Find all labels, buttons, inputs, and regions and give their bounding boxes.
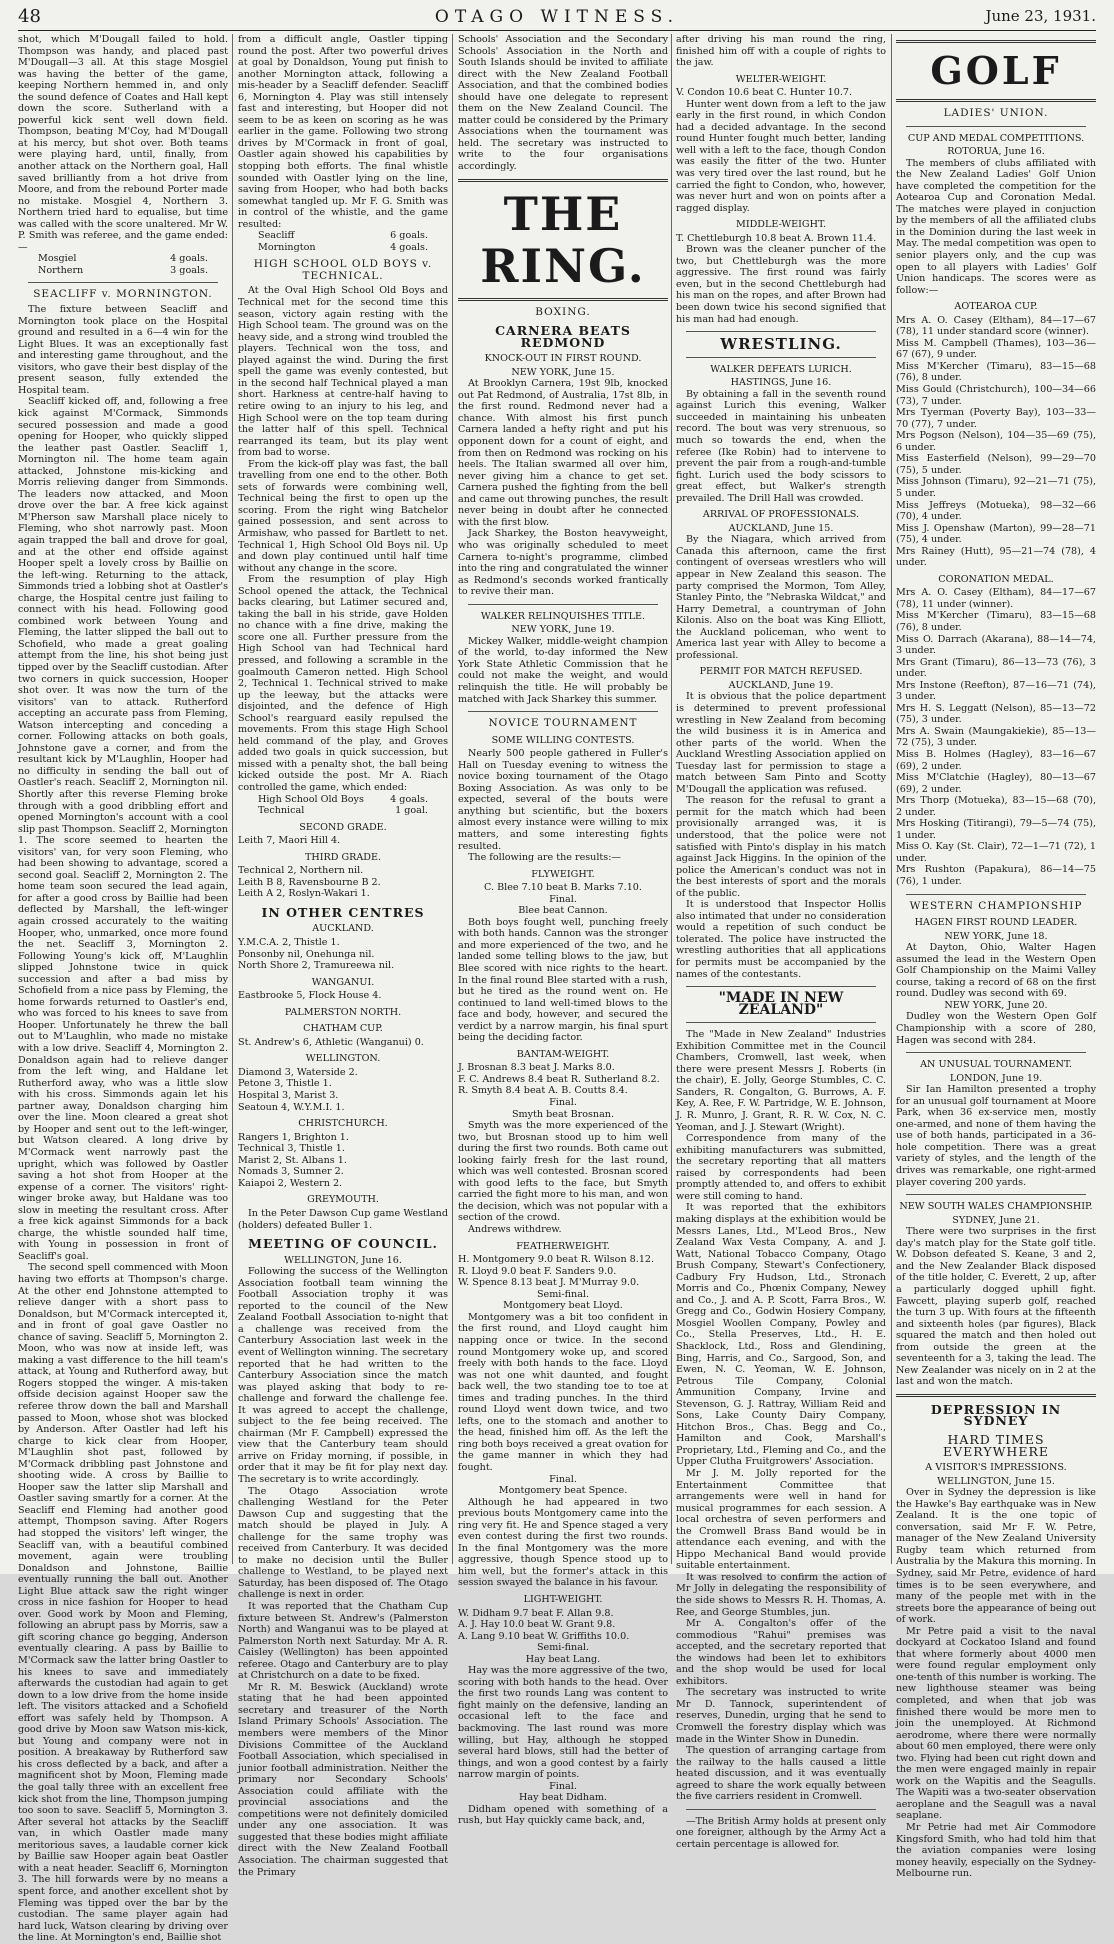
divider bbox=[906, 126, 1086, 127]
bout-result: R. Lloyd 9.0 beat F. Sanders 9.0. bbox=[458, 1265, 617, 1277]
article-paragraph: The following are the results:— bbox=[468, 852, 622, 864]
result-line: Eastbrooke 5, Flock House 4. bbox=[238, 990, 382, 1002]
result-line: North Shore 2, Tramureewa nil. bbox=[238, 960, 395, 972]
team-score: 1 goal. bbox=[395, 805, 428, 817]
sub-heading: SOME WILLING CONTESTS. bbox=[491, 734, 635, 746]
weight-class: FLYWEIGHT. bbox=[531, 868, 595, 880]
golf-score: Miss M. Campbell (Thames), 103—36—67 (67), 9 under. bbox=[896, 337, 1096, 361]
dateline: NEW YORK, June 18. bbox=[944, 930, 1048, 942]
article-paragraph: Hay was the more aggressive of the two, scoring with both hands to the head. Over the first two rounds Lang was content to fight mainly on the defensive, landing an occasional left to the face and backmoving. The last round was more willing, but Hay, although he stopped several hard blows, still had the better of things, and won a good contest by a fairly narrow margin of points. bbox=[458, 1665, 668, 1781]
page-number: 48 bbox=[18, 6, 41, 27]
golf-score: Mrs Hosking (Titirangi), 79—5—74 (75), 1 under. bbox=[896, 818, 1096, 841]
bout-result: A. Lang 9.10 beat W. Griffiths 10.0. bbox=[458, 1630, 630, 1642]
article-paragraph: At Brooklyn Carnera, 19st 9lb, knocked out Pat Redmond, of Australia, 17st 8lb, in the first round. Redmond never had a chance. With almost his first punch Carnera landed a hefty right and put his opponent down for a count of eight, and from then on Redmond was rocking on his heels. The Italian swarmed all over him, never giving him a chance to get set. Carnera pushed the fighting from the bell and came out throwing punches, the result never being in doubt after he connected with the first blow. bbox=[458, 378, 668, 528]
sub-heading: PERMIT FOR MATCH REFUSED. bbox=[699, 666, 863, 678]
golf-score: Miss Jeffreys (Motueka), 98—32—66 (70), 4 under. bbox=[896, 499, 1096, 523]
golf-score: Mrs Pogson (Nelson), 104—35—69 (75), 6 under. bbox=[896, 430, 1096, 453]
golf-score: Miss M'Clatchie (Hagley), 80—13—67 (69), 2 under. bbox=[896, 772, 1096, 795]
section-headline: WRESTLING. bbox=[720, 335, 842, 354]
golf-score: Miss O. Darrach (Akarana), 88—14—74, 3 under. bbox=[896, 633, 1096, 657]
bout-result: R. Smyth 8.4 beat A. B. Coutts 8.4. bbox=[458, 1085, 628, 1097]
section-heading: AUCKLAND. bbox=[312, 923, 374, 935]
section-heading: WELLINGTON. bbox=[305, 1053, 381, 1065]
bout-result: V. Condon 10.6 beat C. Hunter 10.7. bbox=[676, 87, 853, 99]
result-line: Kaiapoi 2, Western 2. bbox=[238, 1177, 343, 1189]
dateline: AUCKLAND, June 15. bbox=[728, 522, 834, 534]
sub-heading: WALKER DEFEATS LURICH. bbox=[710, 363, 852, 375]
column-rule bbox=[671, 34, 672, 1564]
divider bbox=[458, 179, 668, 182]
golf-score: Mrs Tyerman (Poverty Bay), 103—33—70 (77), 7 under. bbox=[896, 407, 1096, 430]
divider bbox=[686, 331, 876, 332]
divider bbox=[28, 282, 218, 283]
divider bbox=[906, 1194, 1086, 1195]
section-banner: THE RING. bbox=[480, 186, 646, 293]
article-paragraph: Both boys fought well, punching freely with both hands. Cannon was the stronger and more experienced of the two, and he landed some telling blows to the jaw, but Blee scored with nice rights to the heart. In the final round Blee started with a rush, but he tired as the round went on. He continued to land well-timed blows to the face and body, however, and secured the verdict by a narrow margin, his final spurt being the deciding factor. bbox=[458, 916, 668, 1044]
sub-heading: ARRIVAL OF PROFESSIONALS. bbox=[702, 509, 860, 521]
divider bbox=[686, 986, 876, 987]
bout-result: W. Didham 9.7 beat F. Allan 9.8. bbox=[458, 1607, 614, 1619]
dateline: HASTINGS, June 16. bbox=[730, 377, 832, 389]
golf-score: Miss J. Openshaw (Marton), 99—28—71 (75), 4 under. bbox=[896, 522, 1096, 546]
article-paragraph: Mr Petrie had met Air Commodore Kingsford Smith, who had told him that the aviation companies were losing money heavily, especially on the Sydney-Melbourne run. bbox=[896, 1822, 1096, 1880]
article-paragraph: shot, which M'Dougall failed to hold. Thompson was handy, and placed past M'Dougall—3 all. At this stage Mosgiel was having the better of the game, keeping Northern hemmed in, and only the sound defence of Coates and Hall kept down the score. Sutherland with a powerful kick sent well down field. Thompson, beating M'Coy, had M'Dougall at his mercy, but shot over. Both teams were playing hard, until, finally, from another attack on the Northern goal, Hall saved brilliantly from a hot drive from Moore, and from the rebound Porter made no mistake. Mosgiel 4, Northern 3. Northern tried hard to equalise, but time was called with the score unaltered. Mr W. P. Smith was referee, and the game ended:— bbox=[18, 34, 228, 253]
article-paragraph: It is understood that Inspector Hollis also intimated that under no consideration would a repetition of such conduct be tolerated. The police have instructed the wrestling authorities that all applications for permits must be accompanied by the names of the contestants. bbox=[676, 899, 886, 980]
divider bbox=[896, 1394, 1096, 1397]
golf-score: Miss M'Kercher (Timaru), 83—15—68 (76), 8 under. bbox=[896, 610, 1096, 633]
article-paragraph: after driving his man round the ring, finished him off with a couple of rights to the jaw. bbox=[676, 34, 886, 69]
result-line: St. Andrew's 6, Athletic (Wanganui) 0. bbox=[238, 1036, 424, 1048]
article-paragraph: Following the success of the Wellington Association football team winning the Football Association trophy it was reported to the council of the New Zealand Football Association to-night that a challenge was received from the Canterbury Association last week in the event of Wellington winning. The secretary reported that he had written to the Canterbury Association since the match was played asking that body to re-challenge and forward the challenge fee. It was agreed to accept the challenge, subject to the fee being received. The chairman (Mr F. Campbell) expressed the view that the Canterbury team should arrive on Friday morning, if possible, in order that it may be fit for play next day. The secretary is to write accordingly. bbox=[238, 1266, 448, 1485]
team-name: Seacliff bbox=[258, 230, 295, 242]
bout-result: H. Montgomery 9.0 beat R. Wilson 8.12. bbox=[458, 1254, 655, 1266]
article-paragraph: The Otago Association wrote challenging Westland for the Peter Dawson Cup and suggesting that the match should be played in July. A challenge for the same trophy was received from Canterbury. It was decided to make no decision until the Buller challenge to Westland, to be played next Saturday, has been disposed of. The Otago challenge is next in order. bbox=[238, 1485, 448, 1601]
divider bbox=[468, 711, 658, 712]
section-heading: CHRISTCHURCH. bbox=[298, 1118, 388, 1130]
dateline: NEW YORK, June 19. bbox=[511, 624, 615, 636]
article-headline: "MADE IN NEW ZEALAND" bbox=[718, 990, 844, 1018]
article-headline: MEETING OF COUNCIL. bbox=[248, 1236, 438, 1252]
golf-score: Mrs A. O. Casey (Eltham), 84—17—67 (78), 11 under standard score (winner). bbox=[896, 314, 1096, 338]
weight-class: BANTAM-WEIGHT. bbox=[516, 1048, 610, 1060]
score-line bbox=[238, 805, 448, 817]
round-label: Final. bbox=[549, 893, 577, 905]
article-paragraph: The second spell commenced with Moon having two efforts at Thompson's charge. At the other end Johnstone attempted to relieve danger with a short pass to Donaldson, but M'Cormack intercepted it, and in front of goal gave Oastler no chance of saving. Seacliff 5, Mornington 2. Moon, who was now at inside left, was making a vast difference to the hill team's attack, at Young and Rutherford away, but Rogers stopped the winger. A mis-taken offside decision against Hooper saw the referee throw down the ball and Marshall passed to Moon, whose shot was blocked by Anderson. After Oastler had left his charge to kick clear from Hooper, M'Laughlin shot past, followed by M'Cormack dribbling past Johnstone and shooting wide. A cross by Baillie to Hooper saw the latter slip Marshall and Oastler saving smartly for a corner. At the Seacliff end Fleming had another good attempt, Thompson saving. After Rogers had stopped the visitors' left winger, the Seacliff van, with a beautiful combined movement, again were troubling Donaldson and Johnstone, Baillie eventually running the ball out. Another Light Blue attack saw the right winger cross in nice fashion for Hooper to head over. Good work by Moon and Fleming, following an abrupt pass by Morris, saw a gift scoring chance go begging, Anderson eventually clearing. A pass by Baillie to M'Cormack saw the latter bring Oastler to his knees to save and immediately afterwards the custodian had again to get down to a low drive from the home inside left. The visitors attacked and a Schofield effort was safely held by Thompson. A good drive by Moon saw Watson mis-kick, but Young and company were not in position. A breakaway by Rutherford saw his cross deflected by a back, and after a magnificent shot by Moon, Fleming made the goal tally three with an excellent free kick shot from the line, Thompson jumping too soon to save. Seacliff 5, Mornington 3. After several hot attacks by the Seacliff van, in which Oastler made many meritorious saves, a laudable corner kick by Baillie saw Hooper again beat Oastler with a neat header. Seacliff 6, Mornington 3. The hill forwards were by no means a spent force, and another excellent shot by Fleming was tipped over the bar by the custodian. The same player again had hard luck, Watson clearing by driving over the line. At Mornington's end, Baillie shot bbox=[18, 1262, 228, 1944]
sub-heading: AN UNUSUAL TOURNAMENT. bbox=[920, 1059, 1072, 1071]
section-heading: CHATHAM CUP. bbox=[303, 1023, 383, 1035]
article-paragraph: By obtaining a fall in the seventh round against Lurich this evening, Walker succeeded in maintaining his unbeaten record. The bout was very strenuous, so much so towards the end, when the referee (Ike Robin) had to intervene to prevent the pair from a rough-and-tumble fight. Lurich used the body scissors to great effect, but Walker's strength prevailed. The Drill Hall was crowded. bbox=[676, 388, 886, 504]
bout-result: F. C. Andrews 8.4 beat R. Sutherland 8.2. bbox=[458, 1073, 660, 1085]
article-paragraph: Didham opened with something of a rush, but Hay quickly came back, and, bbox=[458, 1803, 668, 1827]
dateline: ROTORUA, June 16. bbox=[947, 146, 1045, 158]
weight-class: LIGHT-WEIGHT. bbox=[523, 1593, 603, 1605]
sub-heading: KNOCK-OUT IN FIRST ROUND. bbox=[484, 353, 642, 365]
article-paragraph: From the resumption of play High School opened the attack, the Technical backs clearing, but Latimer secured and, taking the ball in his stride, gave Holden no chance with a fine drive, making the score one all. Further pressure from the High School van had Technical hard pressed, and following a scramble in the goalmouth Cameron netted. High School 2, Technical 1. Technical strived to make up the leeway, but the attacks were disjointed, and the defence of High School's rearguard easily repulsed the movements. From this stage High School held command of the play, and Groves added two goals in quick succession, but missed with a penalty shot, the ball being kicked outside the post. Mr A. Riach controlled the game, which ended: bbox=[238, 574, 448, 793]
dateline: NEW YORK, June 20. bbox=[944, 999, 1048, 1011]
article-headline: DEPRESSION IN SYDNEY bbox=[930, 1401, 1062, 1429]
section-heading: PALMERSTON NORTH. bbox=[284, 1006, 402, 1018]
article-headline: CARNERA BEATS REDMOND bbox=[495, 323, 631, 350]
divider bbox=[686, 1022, 876, 1023]
article-paragraph: It was resolved to confirm the action of Mr Jolly in delegating the responsibility of the side shows to Messrs R. H. Thomas, A. Ree, and George Stumbles, jun. bbox=[676, 1571, 886, 1618]
article-paragraph: from a difficult angle, Oastler tipping round the post. After two powerful drives at goal by Donaldson, Young put finish to another Mornington attack, following a mis-header by a Seacliff defender. Seacliff 6, Mornington 4. Play was still intensely fast and interesting, but Hooper did not seem to be as keen on scoring as he was earlier in the game. Following two strong drives by M'Cormack in front of goal, Oastler again showed his capabilities by stopping both efforts. The final whistle sounded with Oastler lying on the line, saving from Hooper, who had both backs somewhat tangled up. Mr F. G. Smith was in control of the whistle, and the game resulted: bbox=[238, 34, 448, 230]
article-heading: HIGH SCHOOL OLD BOYS v. TECHNICAL. bbox=[253, 258, 433, 282]
bout-result: Hay beat Didham. bbox=[519, 1792, 607, 1804]
article-paragraph: The reason for the refusal to grant a permit for the match which had been provisionally arranged was, it is understood, that the police were not satisfied with Pinto's display in his match against Jack Higgins. In the opinion of the police the American's conduct was not in the best interests of sport and the morals of the public. bbox=[676, 795, 886, 899]
sub-heading: NEW SOUTH WALES CHAMPIONSHIP. bbox=[899, 1201, 1093, 1213]
team-score: 4 goals. bbox=[170, 253, 208, 265]
article-paragraph: Although he had appeared in two previous bouts Montgomery came into the ring very fit. He and Spence staged a very even contest during the first two rounds. In the final Montgomery was the more aggressive, though Spence stood up to him well, but the former's attack in this session swayed the balance in his favour. bbox=[458, 1496, 668, 1589]
sub-heading: CORONATION MEDAL. bbox=[938, 573, 1054, 585]
column-rule bbox=[232, 34, 233, 1564]
golf-score: Mrs Rushton (Papakura), 86—14—75 (76), 1 under. bbox=[896, 864, 1096, 887]
team-name: High School Old Boys bbox=[258, 793, 364, 805]
article-paragraph: Hunter went down from a left to the jaw early in the first round, in which Condon had a decided advantage. In the second round Hunter fought much better, landing well with a left to the face, though Condon was easily the fitter of the two. Hunter was very tired over the last round, but he carried the fight to Condon, who, however, was never hurt and won on points after a ragged display. bbox=[676, 98, 886, 214]
bout-result: Montgomery beat Lloyd. bbox=[503, 1300, 623, 1312]
bout-result: T. Chettleburgh 10.8 beat A. Brown 11.4. bbox=[676, 232, 877, 244]
column-1 bbox=[18, 34, 228, 1944]
article-paragraph: Correspondence from many of the exhibiting manufacturers was submitted, the secretary reporting that all matters raised by correspondents had been promptly attended to, and offers to exhibit were still coming to hand. bbox=[676, 1133, 886, 1202]
team-name: Mornington bbox=[258, 241, 316, 253]
result-line: Leith 7, Maori Hill 4. bbox=[238, 835, 341, 847]
dateline: AUCKLAND, June 19. bbox=[728, 679, 834, 691]
result-line: Technical 3, Thistle 1. bbox=[238, 1143, 345, 1155]
bout-result: J. Brosnan 8.3 beat J. Marks 8.0. bbox=[458, 1062, 615, 1074]
sub-heading: WALKER RELINQUISHES TITLE. bbox=[480, 610, 646, 622]
sub-heading: CUP AND MEDAL COMPETITIONS. bbox=[907, 132, 1085, 144]
team-name: Mosgiel bbox=[38, 253, 77, 265]
article-paragraph: It was reported that the exhibitors making displays at the exhibition would be Messrs Lanes, Ltd., M'Leod Bros., New Zealand Wax Vesta Company, A. and J. Watt, National Tobacco Company, Otago Brush Company, Stewart's Confectionery, Cadbury Fry Hudson, Ltd., Stronach Morris and Co., Phœnix Company, Newey and Co., J. and A. P. Scott, Farra Bros., W. Gregg and Co., Godwin Hosiery Company, Mosgiel Woollen Company, Powley and Co., Stella Preserves, Ltd., H. E. Shacklock, Ltd., Ross and Glendining, Bing, Harris, and Co., Sargood, Son, and Ewen, N. C. Yeoman, W. E. Johnson, Petrous Tile Company, Colonial Ammunition Company, Irvine and Stevenson, G. J. Rattray, William Reid and Sons, Lake County Dairy Company, Hitchon Bros., Chas. Begg and Co., Hamilton and Cook, Marshall's Proprietary, Ltd., Fleming and Co., and the Upper Clutha Fruitgrowers' Association. bbox=[676, 1202, 886, 1468]
newspaper-title: OTAGO WITNESS. bbox=[434, 7, 680, 27]
article-paragraph: Nearly 500 people gathered in Fuller's Hall on Tuesday evening to witness the novice boxing tournament of the Otago Boxing Association. As was only to be expected, several of the bouts were anything but scientific, but the boxers almost every instance were willing to mix matters, and some interesting fights resulted. bbox=[458, 748, 668, 852]
column-3 bbox=[458, 34, 668, 1827]
article-paragraph: Dudley won the Western Open Golf Championship with a score of 280, Hagen was second with 284. bbox=[896, 1011, 1096, 1046]
article-paragraph: Mickey Walker, middle-weight champion of the world, to-day informed the New York State Athletic Commission that he could not make the weight, and would relinquish the title. He will probably be matched with Jack Sharkey this summer. bbox=[458, 635, 668, 705]
score-line bbox=[238, 794, 448, 806]
result-line: Leith B 8, Ravensbourne B 2. bbox=[238, 876, 381, 888]
dateline: SYDNEY, June 21. bbox=[952, 1214, 1040, 1226]
weight-class: WELTER-WEIGHT. bbox=[735, 73, 827, 85]
result-line: Ponsonby nil, Onehunga nil. bbox=[238, 948, 375, 960]
sub-heading: AOTEAROA CUP. bbox=[954, 301, 1038, 313]
section-heading: GREYMOUTH. bbox=[307, 1194, 379, 1206]
golf-score: Miss O. Kay (St. Clair), 72—1—71 (72), 1 under. bbox=[896, 841, 1096, 864]
issue-date: June 23, 1931. bbox=[985, 7, 1096, 25]
golf-score: Mrs Instone (Reefton), 87—16—71 (74), 3 under. bbox=[896, 679, 1096, 703]
golf-score: Miss M'Kercher (Timaru), 83—15—68 (76), 8 under. bbox=[896, 360, 1096, 384]
bout-result: A. J. Hay 10.0 beat W. Grant 9.8. bbox=[458, 1619, 616, 1631]
result-line: Hospital 3, Marist 3. bbox=[238, 1090, 339, 1102]
golf-score: Miss Johnson (Timaru), 92—21—71 (75), 5 under. bbox=[896, 476, 1096, 499]
round-label: Semi-final. bbox=[536, 1288, 590, 1300]
article-heading: SEACLIFF v. MORNINGTON. bbox=[33, 288, 213, 301]
bout-result: Smyth beat Brosnan. bbox=[511, 1108, 615, 1120]
divider bbox=[906, 1052, 1086, 1053]
article-paragraph: Smyth was the more experienced of the two, but Brosnan stood up to him well during the first two rounds. Both came out looking fairly fresh for the last round, which was well contested. Brosnan scored with good lefts to the face, but Smyth carried the fight more to his man, and won the decision, which was not popular with a section of the crowd. bbox=[458, 1120, 668, 1224]
sub-heading: A VISITOR'S IMPRESSIONS. bbox=[925, 1462, 1067, 1474]
result-line: Seatoun 4, W.Y.M.I. 1. bbox=[238, 1101, 345, 1113]
masthead bbox=[18, 4, 1096, 31]
team-name: Technical bbox=[258, 805, 305, 817]
article-paragraph: The fixture between Seacliff and Mornington took place on the Hospital ground and resulted in a 6—4 win for the Light Blues. It was an exceptionally fast and interesting game throughout, and the visitors, who gave their best display of the present season, fully extended the Hospital team. bbox=[18, 304, 228, 396]
team-score: 6 goals. bbox=[390, 230, 428, 242]
dateline: WELLINGTON, June 16. bbox=[284, 1254, 402, 1266]
article-paragraph: Schools' Association and the Secondary Schools' Association in the North and South Islands should be invited to affiliate direct with the New Zealand Football Association, and that the combined bodies should have one delegate to represent them on the New Zealand Council. The matter could be considered by the Primary Associations when the tournament was held. The secretary was instructed to write to the four organisations accordingly. bbox=[458, 34, 668, 173]
article-paragraph: Mr R. M. Beswick (Auckland) wrote stating that he had been appointed secretary and treasurer of the North Island Primary Schools' Association. The members were members of the Minor Divisions Committee of the Auckland Football Association, which specialised in junior football administration. Neither the primary nor Secondary Schools' Association could affiliate with the provincial associations and the competitions were not definitely domiciled under any one association. It was suggested that these bodies might affiliate direct with the New Zealand Football Association. The chairman suggested that the Primary bbox=[238, 1681, 448, 1878]
article-paragraph: Brown was the cleaner puncher of the two, but Chettleburgh was the more aggressive. The first round was fairly even, but in the second Chettleburgh had his man on the ropes, and after Brown had been down twice his second signified that his man had had enough. bbox=[676, 244, 886, 325]
sub-heading: HAGEN FIRST ROUND LEADER. bbox=[914, 917, 1078, 929]
result-line: Rangers 1, Brighton 1. bbox=[238, 1131, 349, 1143]
section-heading: SECOND GRADE. bbox=[299, 821, 387, 833]
dateline: WELLINGTON, June 15. bbox=[937, 1475, 1055, 1487]
weight-class: MIDDLE-WEIGHT. bbox=[736, 219, 826, 231]
golf-score: Mrs H. S. Leggatt (Nelson), 85—13—72 (75), 3 under. bbox=[896, 702, 1096, 726]
divider bbox=[896, 99, 1096, 102]
golf-score: Mrs A. Swain (Maungakiekie), 85—13—72 (75), 3 under. bbox=[896, 725, 1096, 749]
result-line: Diamond 3, Waterside 2. bbox=[238, 1066, 358, 1078]
golf-score: Miss B. Holmes (Hagley), 83—16—67 (69), 2 under. bbox=[896, 748, 1096, 772]
round-label: Final. bbox=[549, 1473, 577, 1485]
article-paragraph: The secretary was instructed to write Mr D. Tannock, superintendent of reserves, Dunedin, urging that he send to Cromwell the forestry display which was made in the Winter Show in Dunedin. bbox=[676, 1687, 886, 1745]
article-subheadline: HARD TIMES EVERYWHERE bbox=[943, 1431, 1049, 1459]
score-line bbox=[238, 230, 448, 242]
dateline: NEW YORK, June 15. bbox=[511, 366, 615, 378]
section-banner: GOLF bbox=[930, 48, 1062, 93]
team-name: Northern bbox=[38, 264, 84, 276]
article-paragraph: Mr A. Congalton's offer of the commodious "Rahui" premises was accepted, and the secretary reported that the windows had been let to exhibitors and the shop would be used for local exhibitors. bbox=[676, 1618, 886, 1687]
bout-result: W. Spence 8.13 beat J. M'Murray 9.0. bbox=[458, 1277, 640, 1289]
article-heading: LADIES' UNION. bbox=[943, 107, 1049, 119]
article-paragraph: Mr J. M. Jolly reported for the Entertainment Committee that arrangements were well in hand for musical programmes for each session. A local orchestra of seven performers and the Cromwell Brass Band would be in attendance each evening, and with the Hippo Mechanical Band would provide suitable entertainment. bbox=[676, 1467, 886, 1572]
article-paragraph: Mr Petre paid a visit to the naval dockyard at Cockatoo Island and found that where formerly about 4000 men were found regular employment only one-tenth of this number is working. The new lighthouse steamer was being completed, and when that job was finished there would be more men to join the unemployed. At Richmond aerodrome, where there were normally about 60 men employed, there were only two. Flying had been cut right down and the men were engaged mainly in repair work on the Wapitis and the Seagulls. The Wapiti was a two-seater observation aeroplane and the Seagull was a naval seaplane. bbox=[896, 1625, 1096, 1822]
section-heading: THIRD GRADE. bbox=[304, 851, 382, 863]
golf-score: Mrs Grant (Timaru), 86—13—73 (76), 3 under. bbox=[896, 656, 1096, 680]
article-paragraph: From the kick-off play was fast, the ball travelling from one end to the other. Both sets of forwards were combining well, Technical being the first to open up the scoring. From the right wing Batchelor gained possession, and sent across to Armishaw, who passed for Bartlett to net. Technical 1, High School Old Boys nil. Up and down play continued until half time without any change in the score. bbox=[238, 458, 448, 574]
article-paragraph: The question of arranging cartage from the railway to the halls caused a little heated discussion, and it was eventually agreed to share the work equally between the five carriers resident in Cromwell. bbox=[676, 1745, 886, 1803]
golf-score: Miss Easterfield (Nelson), 99—29—70 (75), 5 under. bbox=[896, 453, 1096, 476]
round-label: Semi-final. bbox=[536, 1642, 590, 1654]
result-line: Petone 3, Thistle 1. bbox=[238, 1078, 332, 1090]
column-2 bbox=[238, 34, 448, 1878]
article-paragraph: At Dayton, Ohio, Walter Hagen assumed the lead in the Western Open Golf Championship on the Maimi Valley course, taking a record of 68 on the first round. Dudley was second with 69. bbox=[896, 942, 1096, 1000]
article-paragraph: Seacliff kicked off, and, following a free kick against M'Cormack, Simmonds secured possession and made a good opening for Hooper, who quickly slipped the leather past Oastler. Seacliff 1, Mornington nil. The home team again attacked, Johnstone mis-kicking and Morris relieving danger from Simmonds. The leaders now attacked, and Moon drove over the bar. A free kick against M'Pherson saw Marshall place nicely to Fleming, who shot narrowly past. Moon again trapped the ball and drove for goal, and at the other end offside against Hooper spelt a lovely cross by Baillie on the left-wing. Returning to the attack, Simmonds tried a lobbing shot at Oastler's charge, the Hospital centre just failing to connect with his head. Following good combined work between Young and Fleming, the latter slipped the ball out to Schofield, who made a great goaling attempt from the line, his shot being just tipped over by the Seacliff custodian. After two corners in quick succession, Hooper shot over. It was now the turn of the visitors' van to attack. Rutherford accepting an accurate pass from Fleming, Watson intercepting and conceding a corner. Following attacks on both goals, Johnstone gave a corner, and from the resultant kick by M'Laughlin, Hooper had no difficulty in sending the ball out of Oastler's reach. Seacliff 2, Mornington nil. Shortly after this reverse Fleming broke through with a good dribbling effort and opened Mornington's account with a cool slip past Thompson. Seacliff 2, Mornington 1. The score seemed to hearten the visitors' van, for very soon Fleming, who had been showing to advantage, scored a second goal. Seacliff 2, Mornington 2. The home team soon secured the lead again, for after a good cross by Baillie had been deflected by Marshall, the left-winger again crossed accurately to the waiting Hooper, who, unmarked, once more found the net. Seacliff 3, Mornington 2. Following Young's kick off, M'Laughlin slipped Johnstone twice in quick succession and after a bad miss by Schofield from a nice pass by Fleming, the home forwards returned to Oastler's end, who was forced to his knees to save from Hooper. Unfortunately he threw the ball out to M'Laughlin, who made no mistake with a low drive. Seacliff 4, Mornington 2. Donaldson again had to relieve danger from the left wing, and Haldane let Rutherford away, who was a little slow with his cross. Simmonds again let his partner away, Donaldson charging him over the line. Moon cleared a great shot by Hooper and sent out to the left-winger, but Watson cleared. A long drive by M'Cormack went narrowly past the upright, which was followed by Oastler saving a hot shot from Hooper at the expense of a corner. The visitors' right-winger broke away, but Haldane was too slow in meeting the resultant cross. After a free kick against Simmonds for a back charge, the whistle sounded half time, with Young in possession in front of Seacliff's goal. bbox=[18, 396, 228, 1262]
article-paragraph: Sir Ian Hamilton presented a trophy for an unusual golf tournament at Moore Park, when 36 ex-service men, mostly one-armed, and none of them having the use of both hands, participated in a 36-hole competition. There was a great variety of styles, and the length of the drives was remarkable, one right-armed player covering 200 yards. bbox=[896, 1084, 1096, 1188]
golf-score: Mrs Thorp (Motueka), 83—15—68 (70), 2 under. bbox=[896, 795, 1096, 818]
divider bbox=[458, 298, 668, 301]
article-paragraph: In the Peter Dawson Cup game Westland (holders) defeated Buller 1. bbox=[238, 1207, 448, 1231]
team-score: 3 goals. bbox=[170, 264, 208, 276]
article-heading: NOVICE TOURNAMENT bbox=[488, 717, 638, 730]
divider bbox=[896, 40, 1096, 43]
column-rule bbox=[452, 34, 453, 1564]
article-headline: IN OTHER CENTRES bbox=[261, 904, 425, 920]
article-paragraph: It was reported that the Chatham Cup fixture between St. Andrew's (Palmerston North) and Wanganui was to be played at Palmerston North next Saturday. Mr A. R. Caisley (Wellington) has been appointed referee. Otago and Canterbury are to play at Christchurch on a date to be fixed. bbox=[238, 1601, 448, 1682]
divider bbox=[686, 357, 876, 358]
weight-class: FEATHERWEIGHT. bbox=[516, 1240, 610, 1252]
article-paragraph: It is obvious that the police department is determined to prevent professional wrestling in New Zealand from becoming the wild business it is in America and other parts of the world. When the Auckland Wrestling Association applied on Tuesday last for permission to stage a match between Sam Pinto and Scotty M'Dougall the application was refused. bbox=[676, 691, 886, 795]
score-line bbox=[18, 253, 228, 265]
score-line bbox=[238, 242, 448, 254]
result-line: Nomads 3, Sumner 2. bbox=[238, 1166, 344, 1178]
article-paragraph: Andrews withdrew. bbox=[468, 1224, 562, 1236]
article-paragraph: The "Made in New Zealand" Industries Exhibition Committee met in the Council Chambers, Cromwell, last week, when there were present Messrs J. Roberts (in the chair), E. Jolly, George Stumbles, C. C. Sanders, R. Congalton, G. Burrows, A. F. Key, A. Ree, F. W. Partridge, W. E. Johnson, J. R. Munro, J. Grant, R. R. W. Cox, N. C. Yeoman, and J. J. Stewart (Wright). bbox=[676, 1029, 886, 1133]
golf-score: Mrs Rainey (Hutt), 95—21—74 (78), 4 under. bbox=[896, 545, 1096, 569]
article-paragraph: —The British Army holds at present only one foreigner, although by the Army Act a certain percentage is allowed for. bbox=[676, 1815, 886, 1850]
column-rule bbox=[891, 34, 892, 1564]
result-line: Technical 2, Northern nil. bbox=[238, 865, 364, 877]
round-label: Final. bbox=[549, 1097, 577, 1109]
team-score: 4 goals. bbox=[390, 793, 428, 805]
article-paragraph: By the Niagara, which arrived from Canada this afternoon, came the first contingent of overseas wrestlers who will appear in New Zealand this season. The party comprised the Mormon, Tom Alley, Stanley Pinto, the "Nebraska Wildcat," and Harry Demetral, a countryman of John Kilonis. Also on the boat was King Elliott, the Auckland policeman, who went to America last year with Alley to become a professional. bbox=[676, 534, 886, 661]
score-line bbox=[18, 265, 228, 277]
result-line: Leith A 2, Roslyn-Wakari 1. bbox=[238, 888, 370, 900]
section-heading: WANGANUI. bbox=[311, 976, 375, 988]
result-line: Marist 2, St. Albans 1. bbox=[238, 1154, 347, 1166]
divider bbox=[906, 894, 1086, 895]
article-paragraph: Over in Sydney the depression is like the Hawke's Bay earthquake was in New Zealand. It is the one topic of conversation, said Mr F. W. Petre, manager of the New Zealand University Rugby team which returned from Australia by the Makura this morning. In Sydney, said Mr Petre, evidence of hard times is to be seen everywhere, and many of the people met with in the streets bore the appearance of being out of work. bbox=[896, 1487, 1096, 1626]
article-paragraph: Montgomery was a bit too confident in the first round, and Lloyd caught him napping once or twice. In the second round Montgomery woke up, and scored freely with both hands to the face. Lloyd was not one whit daunted, and fought back well, the two standing toe to toe at times and trading punches. In the third round Lloyd went down twice, and two lefts, one to the stomach and another to the head, finished him off. As the left the ring both boys received a great ovation for the game manner in which they had fought. bbox=[458, 1311, 668, 1473]
golf-score: Mrs A. O. Casey (Eltham), 84—17—67 (78), 11 under (winner). bbox=[896, 587, 1096, 610]
article-paragraph: At the Oval High School Old Boys and Technical met for the second time this season, victory again resting with the High School team. The ground was on the heavy side, and a strong wind troubled the players. Technical won the toss, and played against the wind. During the first spell the game was evenly contested, but in the second half Technical played a man short. Harkness at centre-half having to retire owing to an injury to his leg, and High School were on the top team during the latter half of this spell. Technical rearranged its team, but its play went from bad to worse. bbox=[238, 285, 448, 459]
divider bbox=[686, 1809, 876, 1810]
round-label: Final. bbox=[549, 1780, 577, 1792]
result-line: Y.M.C.A. 2, Thistle 1. bbox=[238, 937, 340, 949]
section-heading: BOXING. bbox=[535, 305, 591, 318]
bout-result: C. Blee 7.10 beat B. Marks 7.10. bbox=[484, 882, 642, 894]
column-5 bbox=[896, 34, 1096, 1880]
article-paragraph: There were two surprises in the first day's match play for the State golf title. W. Dobson defeated S. Keane, 3 and 2, and the New Zealander Black disposed of the title holder, C. Everett, 2 up, after a particularly dogged uphill fight. Fawcett, playing superb golf, reached the turn 3 up. With fours at the fifteenth and sixteenth holes (par figures), Black squared the match and then holed out from outside the green at the seventeenth for a 3, taking the lead. The New Zealander was nicely on in 2 at the last and won the match. bbox=[896, 1226, 1096, 1388]
article-paragraph: Jack Sharkey, the Boston heavyweight, who was originally scheduled to meet Carnera to-night's programme, climbed into the ring and congratulated the winner as Redmond's seconds worked frantically to revive their man. bbox=[458, 528, 668, 598]
bout-result: Montgomery beat Spence. bbox=[498, 1485, 628, 1497]
article-heading: WESTERN CHAMPIONSHIP bbox=[909, 899, 1083, 912]
column-4 bbox=[676, 34, 886, 1850]
golf-score: Miss Gould (Christchurch), 100—34—66 (73), 7 under. bbox=[896, 384, 1096, 407]
team-score: 4 goals. bbox=[390, 241, 428, 253]
dateline: LONDON, June 19. bbox=[949, 1072, 1043, 1084]
divider bbox=[468, 604, 658, 605]
bout-result: Blee beat Cannon. bbox=[518, 905, 608, 917]
article-paragraph: The members of clubs affiliated with the New Zealand Ladies' Golf Union have completed the competition for the Aotearoa Cup and Coronation Medal. The matches were played in conjuction by the members of all the affiliated clubs in the Dominion during the last week in May. The medal competition was open to senior players only, and the cup was open to all players with Ladies' Golf Union handicaps. The scores were as follow:— bbox=[896, 157, 1096, 296]
bout-result: Hay beat Lang. bbox=[525, 1653, 601, 1665]
